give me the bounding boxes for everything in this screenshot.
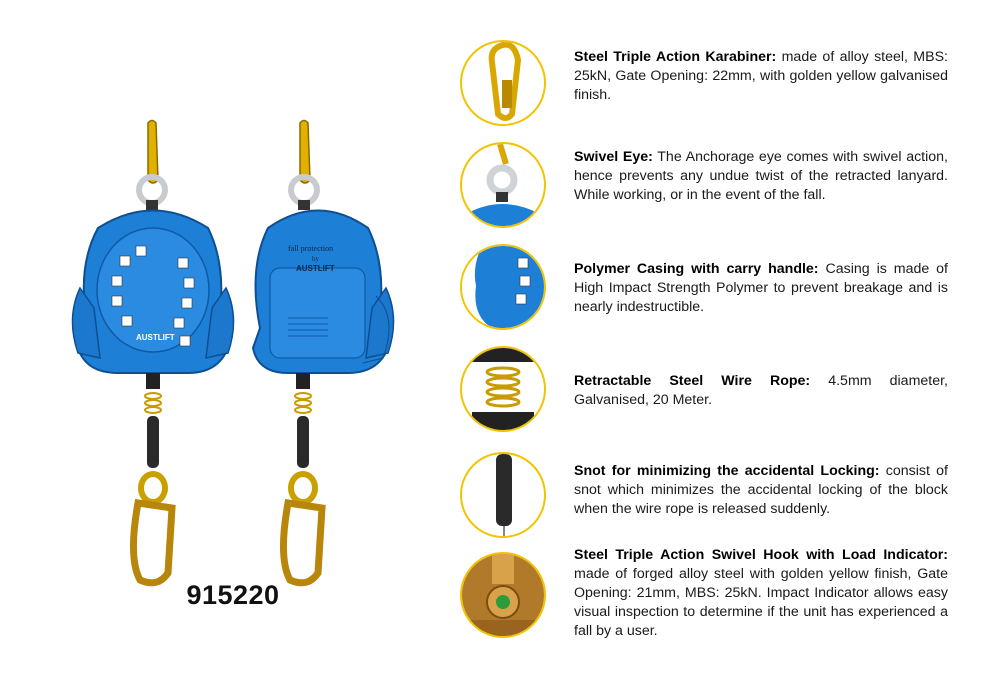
back-label-line1: fall protection xyxy=(288,244,334,253)
feature-text: consist of snot which minimizes the accidental locking of the block when the wire rope is released suddenly. xyxy=(574,463,948,517)
casing-icon xyxy=(460,244,546,330)
feature-title: Swivel Eye: xyxy=(574,149,653,165)
device-front-image xyxy=(68,118,238,588)
feature-title: Snot for minimizing the accidental Locking: xyxy=(574,463,880,479)
feature-title: Polymer Casing with carry handle: xyxy=(574,261,819,277)
feature-text: 4.5mm diameter, Galvanised, 20 Meter. xyxy=(574,373,948,408)
wire-rope-icon xyxy=(460,346,546,432)
feature-title: Steel Triple Action Karabiner: xyxy=(574,49,777,65)
device-back-image xyxy=(248,118,418,588)
feature-text: made of alloy steel, MBS: 25kN, Gate Opening: 22mm, with golden yellow galvanised finish. xyxy=(574,49,948,103)
swivel-eye-icon xyxy=(460,142,546,228)
snot-icon xyxy=(460,452,546,538)
karabiner-icon xyxy=(460,40,546,126)
feature-title: Steel Triple Action Swivel Hook with Load Indicator: xyxy=(574,547,948,563)
brand-label: AUSTLIFT xyxy=(136,333,175,342)
feature-text: Casing is made of High Impact Strength Polymer to prevent breakage and is nearly indestructible. xyxy=(574,261,948,315)
product-code: 915220 xyxy=(186,580,280,610)
back-brand-label: AUSTLIFT xyxy=(296,264,335,273)
feature-text: The Anchorage eye comes with swivel action, hence prevents any undue twist of the retracted lanyard. While working, or in the event of the fall. xyxy=(574,149,948,203)
swivel-hook-icon xyxy=(460,552,546,638)
product-images xyxy=(0,0,440,684)
back-label-line2: by xyxy=(312,255,319,263)
feature-text: made of forged alloy steel with golden yellow finish, Gate Opening: 21mm, MBS: 25kN. Impact Indicator allows easy visual inspection to determine if the unit has experienced a fall by a user. xyxy=(574,566,948,639)
feature-title: Retractable Steel Wire Rope: xyxy=(574,373,811,389)
